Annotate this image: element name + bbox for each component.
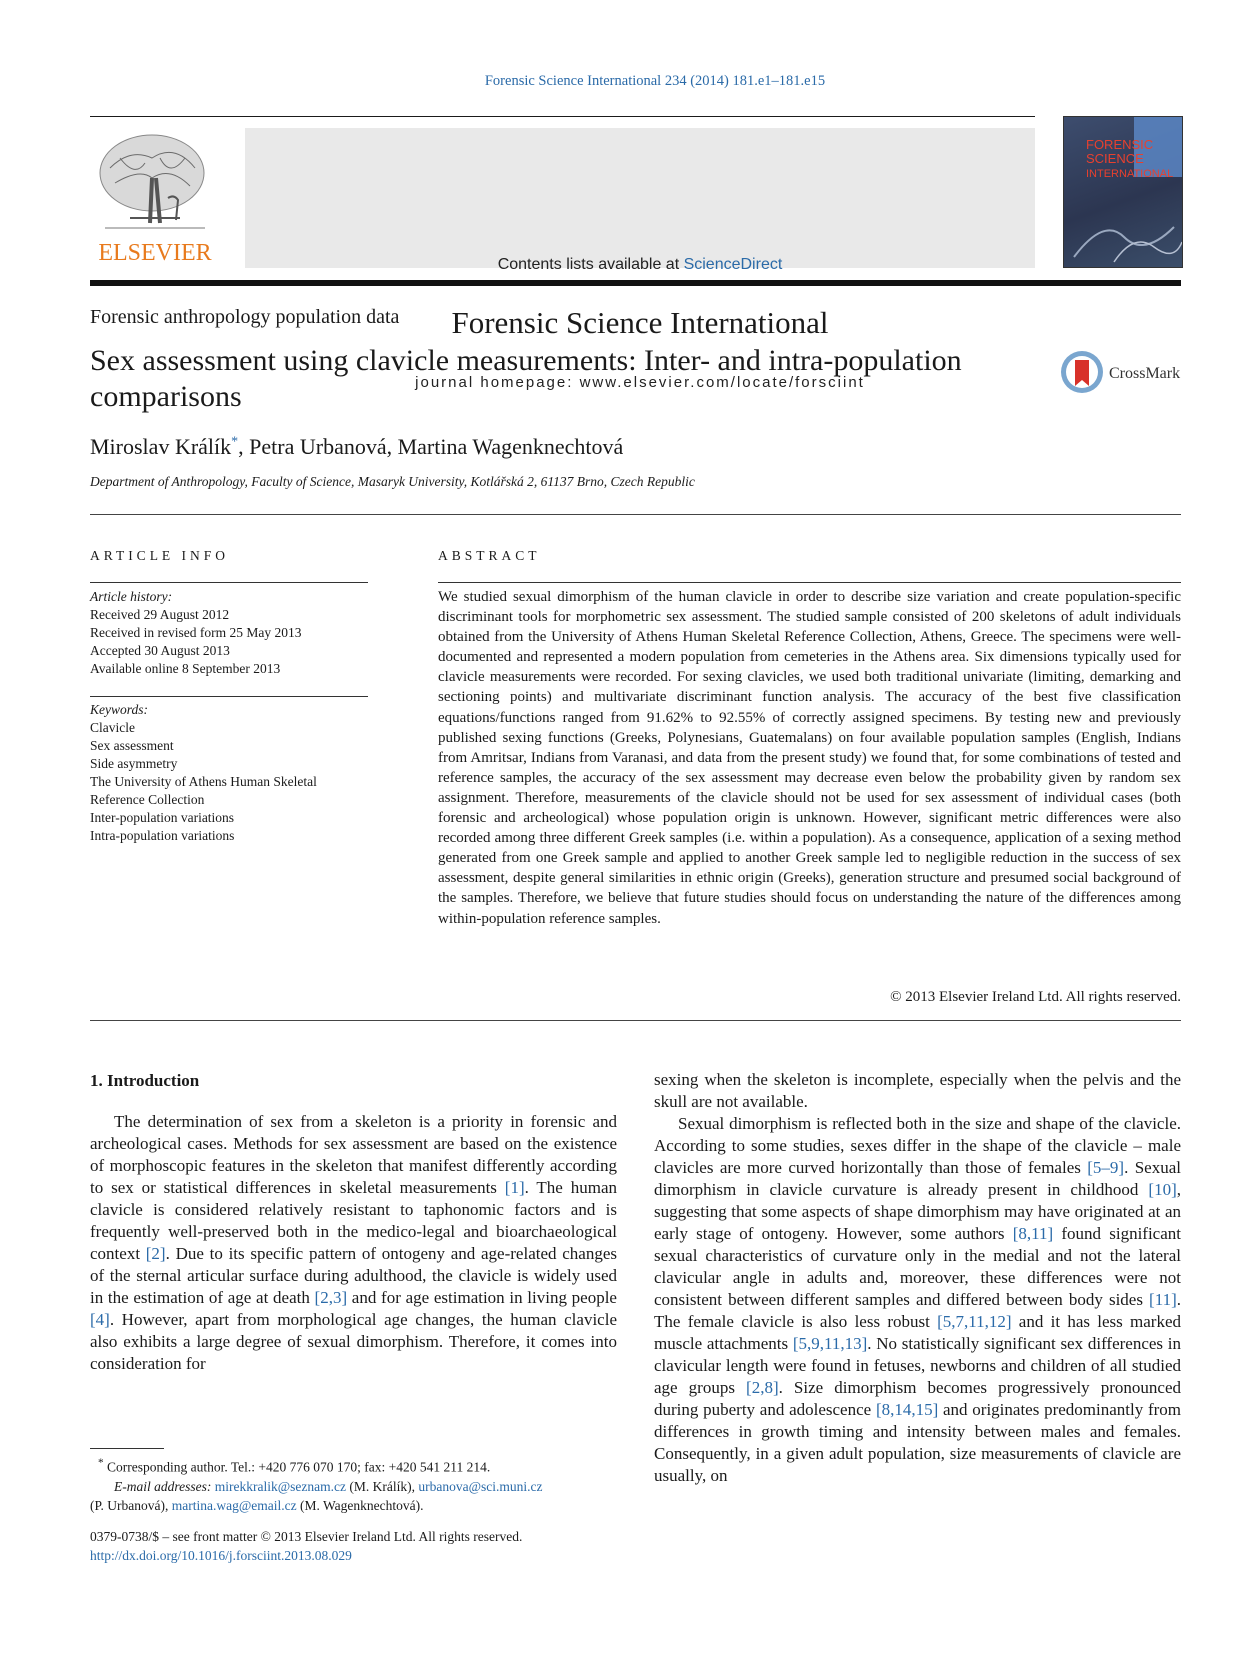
- citation-link[interactable]: [5–9]: [1087, 1158, 1125, 1177]
- abstract-rule: [438, 582, 1181, 583]
- citation-link[interactable]: [4]: [90, 1310, 110, 1329]
- footnote-corresponding: Corresponding author. Tel.: +420 776 070 170; fax: +420 541 211 214.: [103, 1459, 491, 1475]
- author-1: Miroslav Králík: [90, 434, 232, 459]
- article-section-type: Forensic anthropology population data: [90, 306, 400, 328]
- article-info-rule: [90, 582, 368, 583]
- footnote-rule: [90, 1448, 164, 1449]
- article-info-heading: ARTICLE INFO: [90, 548, 230, 563]
- keyword-item: Sex assessment: [90, 738, 174, 753]
- header-top-rule: [90, 116, 1035, 117]
- citation-link[interactable]: [10]: [1148, 1180, 1177, 1199]
- title-rule: [90, 514, 1181, 515]
- email-link[interactable]: mirekkralik@seznam.cz: [214, 1478, 346, 1494]
- keyword-item: The University of Athens Human Skeletal: [90, 774, 317, 789]
- citation-link[interactable]: [5,7,11,12]: [937, 1312, 1012, 1331]
- crossmark-button[interactable]: [1060, 348, 1190, 396]
- email-owner: (M. Králík),: [346, 1478, 419, 1494]
- elsevier-wordmark: ELSEVIER: [98, 240, 212, 266]
- text-run: and it has less marked muscle attachments: [654, 1312, 1181, 1353]
- author-affiliation: Department of Anthropology, Faculty of Science, Masaryk University, Kotlářská 2, 61137 Brno, Czech Republic: [90, 474, 695, 489]
- cover-title-line-2: SCIENCE: [1086, 151, 1144, 166]
- history-received: Received 29 August 2012: [90, 607, 230, 622]
- keyword-item: Inter-population variations: [90, 810, 235, 825]
- text-run: . The female clavicle is also less robust: [654, 1290, 1181, 1331]
- crossmark-label: CrossMark: [1109, 365, 1181, 382]
- author-list: [90, 434, 623, 460]
- text-run: Sexual dimorphism is reflected both in the size and shape of the clavicle. According to some studies, sexes differ in the shape of the clavicle – male clavicles are more curved horizontally than those of females: [654, 1114, 1181, 1177]
- contents-availability-line: [245, 256, 1035, 274]
- text-run: . The human clavicle is considered relatively resistant to taphonomic factors and is frequently well-preserved both in the medico-legal and bioarchaeological context: [90, 1178, 617, 1263]
- email-owner: (M. Wagenknechtová).: [296, 1497, 424, 1513]
- text-run: . Due to its specific pattern of ontogeny and age-related changes of the sternal articular surface during adulthood, the clavicle is widely used in the estimation of age at death: [90, 1244, 617, 1307]
- sciencedirect-link[interactable]: ScienceDirect: [683, 256, 783, 273]
- citation-link[interactable]: [8,11]: [1012, 1224, 1054, 1243]
- doi-link[interactable]: http://dx.doi.org/10.1016/j.forsciint.2013.08.029: [90, 1548, 352, 1563]
- contents-prefix: Contents lists available at: [497, 256, 684, 273]
- paper-title: Sex assessment using clavicle measurements: Inter- and intra-population comparisons: [90, 344, 962, 413]
- journal-homepage-link[interactable]: journal homepage: www.elsevier.com/locate/forsciint: [415, 374, 865, 391]
- keywords-list: [90, 701, 370, 845]
- intro-paragraph-1-continued: sexing when the skeleton is incomplete, especially when the pelvis and the skull are not available.: [654, 1070, 1181, 1111]
- history-accepted: Accepted 30 August 2013: [90, 643, 230, 658]
- history-revised: Received in revised form 25 May 2013: [90, 625, 302, 640]
- email-label: E-mail addresses:: [114, 1478, 215, 1494]
- abstract-heading: ABSTRACT: [438, 548, 541, 563]
- header-thick-rule: [90, 280, 1181, 286]
- article-history-label: Article history:: [90, 589, 173, 604]
- issn-line: 0379-0738/$ – see front matter © 2013 Elsevier Ireland Ltd. All rights reserved.: [90, 1529, 523, 1544]
- keyword-item: Intra-population variations: [90, 828, 235, 843]
- keyword-item: Reference Collection: [90, 792, 205, 807]
- journal-cover-art: [1064, 117, 1182, 267]
- body-column-left: [90, 1111, 617, 1375]
- footnote-line-1: [90, 1454, 630, 1477]
- keyword-item: Side asymmetry: [90, 756, 178, 771]
- footnote-line-2: [90, 1477, 630, 1496]
- text-run: . No statistically significant sex differences in clavicular length were found in fetuses, newborns and children of all studied age groups: [654, 1334, 1181, 1397]
- keyword-item: Clavicle: [90, 720, 135, 735]
- elsevier-tree-icon: [90, 128, 220, 268]
- corresponding-author-footnote: [90, 1454, 630, 1515]
- cover-title-line-3: INTERNATIONAL: [1086, 168, 1174, 180]
- citation-link[interactable]: [1]: [504, 1178, 525, 1197]
- issn-block: [90, 1527, 690, 1565]
- journal-cover-image[interactable]: [1063, 116, 1183, 268]
- citation-link[interactable]: [2]: [145, 1244, 166, 1263]
- email-link[interactable]: martina.wag@email.cz: [171, 1497, 297, 1513]
- citation-link[interactable]: [11]: [1149, 1290, 1177, 1309]
- co-authors: , Petra Urbanová, Martina Wagenknechtová: [238, 434, 624, 459]
- text-run: found significant sexual characteristics of curvature only in the medial and not the lateral clavicular angle in adults and, moreover, these differences were not consistent between different samples and differed between body sides: [654, 1224, 1181, 1309]
- citation-link[interactable]: [5,9,11,13]: [792, 1334, 868, 1353]
- text-run: . However, apart from morphological age changes, the human clavicle also exhibits a large degree of sexual dimorphism. Therefore, it comes into consideration for: [90, 1310, 617, 1373]
- text-run: and for age estimation in living people: [347, 1288, 617, 1307]
- corresponding-author-mark[interactable]: *: [231, 434, 239, 450]
- body-column-right: [654, 1069, 1181, 1487]
- citation-link[interactable]: [8,14,15]: [875, 1400, 939, 1419]
- email-owner: (P. Urbanová),: [90, 1497, 172, 1513]
- keywords-rule: [90, 696, 368, 697]
- history-online: Available online 8 September 2013: [90, 661, 281, 676]
- section-heading-introduction: 1. Introduction: [90, 1071, 200, 1090]
- intro-paragraph-2: [654, 1113, 1181, 1487]
- abstract-bottom-rule: [90, 1020, 1181, 1021]
- footnote-line-3: [90, 1496, 630, 1515]
- text-run: The determination of sex from a skeleton is a priority in forensic and archeological cases. Methods for sex assessment are based on the existence of morphoscopic features in the skeleton that manifest differently according to sex or statistical differences in skeletal measurements: [90, 1112, 617, 1197]
- crossmark-icon: [1060, 348, 1190, 396]
- text-run: and originates predominantly from differences in growth timing and intensity between males and females. Consequently, in a given adult population, size measurements of clavicle are usually, on: [654, 1400, 1181, 1485]
- journal-name: Forensic Science International: [451, 305, 829, 340]
- elsevier-logo[interactable]: [90, 128, 220, 268]
- abstract-copyright: © 2013 Elsevier Ireland Ltd. All rights reserved.: [890, 989, 1181, 1005]
- article-history: [90, 588, 370, 678]
- email-link[interactable]: urbanova@sci.muni.cz: [418, 1478, 543, 1494]
- keywords-label: Keywords:: [90, 702, 148, 717]
- text-run: , suggesting that some aspects of shape dimorphism may have originated at an early stage of ontogeny. However, some authors: [654, 1180, 1181, 1243]
- abstract-text: We studied sexual dimorphism of the human clavicle in order to describe size variation and create population-specific discriminant tools for morphometric sex assessment. The studied sample consisted of 200 skeletons of adult individuals obtained from the University of Athens Human Skeletal Reference Collection, Athens, Greece. The specimens were well-documented and represented a modern population from cemeteries in the Athens area. Six dimensions typically used for clavicle measurements were recorded. For sexing clavicles, we used both traditional univariate (limiting, demarking and sectioning points) and multivariate discriminant function analysis. The accuracy of the best five classification equations/functions ranged from 91.62% to 92.55% of correctly assigned specimens. By testing new and previously published sexing functions (Greeks, Polynesians, Guatemalans) on four available population samples (English, Indians from Amritsar, Indians from Varanasi, and data from the present study) we found that, for some combinations of tested and reference samples, the accuracy of the sex assessment may decrease even below the probability given by random sex assignment. Therefore, measurements of the clavicle should not be used for sex assessment of individual cases (both forensic and archeological) whose population origin is unknown. However, significant metric differences were also recorded among three different Greek samples (i.e. within a population). As a consequence, application of a sexing method generated from one Greek sample and applied to another Greek sample led to negligible reduction in the success of sex assessment, despite general similarities in ethnic origin (Greeks), generation structure and presumed social background of the samples. Therefore, we believe that future studies should focus on understanding the nature of the differences among within-population reference samples.: [438, 589, 1181, 927]
- intro-paragraph-1: [90, 1111, 617, 1375]
- citation-link[interactable]: [2,8]: [746, 1378, 779, 1397]
- footnote-mark: *: [98, 1457, 104, 1469]
- text-run: . Sexual dimorphism in clavicle curvature is already present in childhood: [654, 1158, 1181, 1199]
- journal-reference-link[interactable]: Forensic Science International 234 (2014) 181.e1–181.e15: [484, 73, 826, 89]
- text-run: . Size dimorphism becomes progressively pronounced during puberty and adolescence: [654, 1378, 1181, 1419]
- cover-title-line-1: FORENSIC: [1086, 137, 1154, 152]
- citation-link[interactable]: [2,3]: [314, 1288, 348, 1307]
